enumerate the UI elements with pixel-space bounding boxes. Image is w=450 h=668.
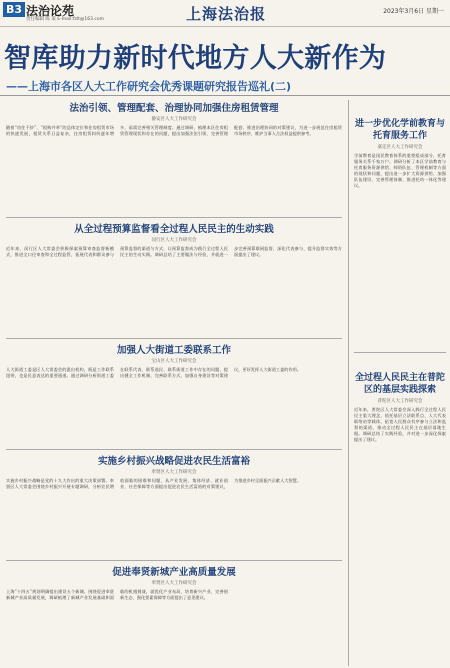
newspaper-logo: 上海法治报 xyxy=(186,5,267,23)
issue-date: 2023年3月6日 星期一 xyxy=(383,8,444,15)
article-body: 上海“十四五”规划明确提出建设五个新城。围绕促进奉贤新城产业高质量发展，调研梳理了新城产业发展基础和面临的机遇挑战，就优化产业布局、培育新兴产业、完善创新生态、强化要素保障等方面提出了意见建议。 xyxy=(6,589,228,600)
divider xyxy=(354,352,446,353)
section-name: 法治论苑 xyxy=(26,4,75,18)
article-body: 近年来，普陀区人大常委会深入践行全过程人民民主重大理念，依托基层立法联系点、人大代表联络站等载体，拓宽人民群众有序参与立法和监督的渠道，推动全过程人民民主在基层落地生根。调研总结了实践经验，并对进一步深化探索提出了建议。 xyxy=(354,407,446,442)
article-body: 近年来，闵行区人大常委会积极探索预算审查监督新模式，推进全口径审查和全过程监管，拓展代表和群众参与预算监督的渠道与方式，让预算监督成为践行全过程人民民主的生动实践。调研总结了主要做法与经验，并就进一步完善预算联网监督、深化代表参与、提升监督实效等方面提出了建议。 xyxy=(6,246,342,257)
article-title: 进一步优化学前教育与托育服务工作 xyxy=(354,119,445,141)
article-byline: 闵行区人大工作研究会 xyxy=(151,238,197,243)
article-budget-oversight xyxy=(6,221,342,336)
page-subheadline: ——上海市各区人大工作研究会优秀课题研究报告巡礼(二) xyxy=(6,80,292,93)
article-byline: 静安区人大工作研究会 xyxy=(151,117,197,122)
article-body: 人大街道工委是区人大常委会的派出机构，既是工作联系纽带，也是民意表达的重要通道。通过调研分析街道工委在联系代表、联系选民、联系街道工作中存在的问题，提出健全工作机制、完善联系方式、加强自身建设等对策建议，更好发挥人大街道工委的作用。 xyxy=(6,367,302,378)
article-byline: 奉贤区人大工作研究会 xyxy=(151,581,197,586)
article-title: 促进奉贤新城产业高质量发展 xyxy=(112,567,236,578)
divider xyxy=(6,560,342,561)
divider xyxy=(0,95,450,96)
article-new-town-industry xyxy=(6,564,342,664)
article-byline: 宝山区人大工作研究会 xyxy=(151,359,197,364)
article-byline: 嘉定区人大工作研究会 xyxy=(377,145,423,150)
article-title: 全过程人民民主在普陀区的基层实践探索 xyxy=(354,373,445,395)
article-rural-revitalization xyxy=(6,453,342,558)
article-byline: 奉贤区人大工作研究会 xyxy=(151,470,197,475)
article-body: 学前教育是国民教育体系的重要组成部分，托育服务关系千家万户。调研分析了本区学前教育与托育服务资源供给、师资队伍、管理机制等方面的现状和问题，提出进一步扩大资源供给、加强队伍建设、完善管理体制、推进托幼一体化等建议。 xyxy=(354,153,446,188)
article-street-committee xyxy=(6,342,342,447)
article-housing-rental xyxy=(6,100,342,215)
divider xyxy=(6,449,342,450)
article-title: 加强人大街道工委联系工作 xyxy=(116,345,231,356)
article-body: 实施乡村振兴战略是党的十九大作出的重大决策部署。奉贤区人大常委会围绕乡村振兴开展专题调研，分析农民增收面临的困难和问题，从产业发展、集体经济、就业创业、社会保障等方面提出促进农民生活富裕的对策建议，为推进乡村全面振兴贡献人大智慧。 xyxy=(6,478,302,489)
article-byline: 普陀区人大工作研究会 xyxy=(377,399,423,404)
newspaper-masthead xyxy=(0,0,450,27)
article-preschool-childcare xyxy=(354,118,446,348)
article-body: 随着“房住不炒”、“租购并举”的总体定位和住房租赁市场的快速发展，租赁关系日益复杂，住房租赁纠纷逐年增多，亟需完善相关管理制度。通过调研，梳理本区住房租赁管理现状和存在的问题，提出加强法治引领、完善管理配套、推进治理协同的对策建议，为进一步规范住房租赁市场秩序、维护当事人合法权益提供参考。 xyxy=(6,125,342,136)
article-title: 法治引领、管理配套、治理协同加强住房租赁管理 xyxy=(69,103,279,114)
article-title: 从全过程预算监督看全过程人民民主的生动实践 xyxy=(74,224,274,235)
divider xyxy=(6,338,342,339)
column-divider xyxy=(348,100,349,666)
page-number: B3 xyxy=(3,2,25,17)
article-whole-process-democracy xyxy=(354,372,446,664)
page-headline: 智库助力新时代地方人大新作为 xyxy=(4,43,387,74)
divider xyxy=(6,217,342,218)
editors-line: 责任编辑 陈 策 E-mail:fzlt@163.com xyxy=(26,17,105,22)
article-title: 实施乡村振兴战略促进农民生活富裕 xyxy=(97,456,250,467)
